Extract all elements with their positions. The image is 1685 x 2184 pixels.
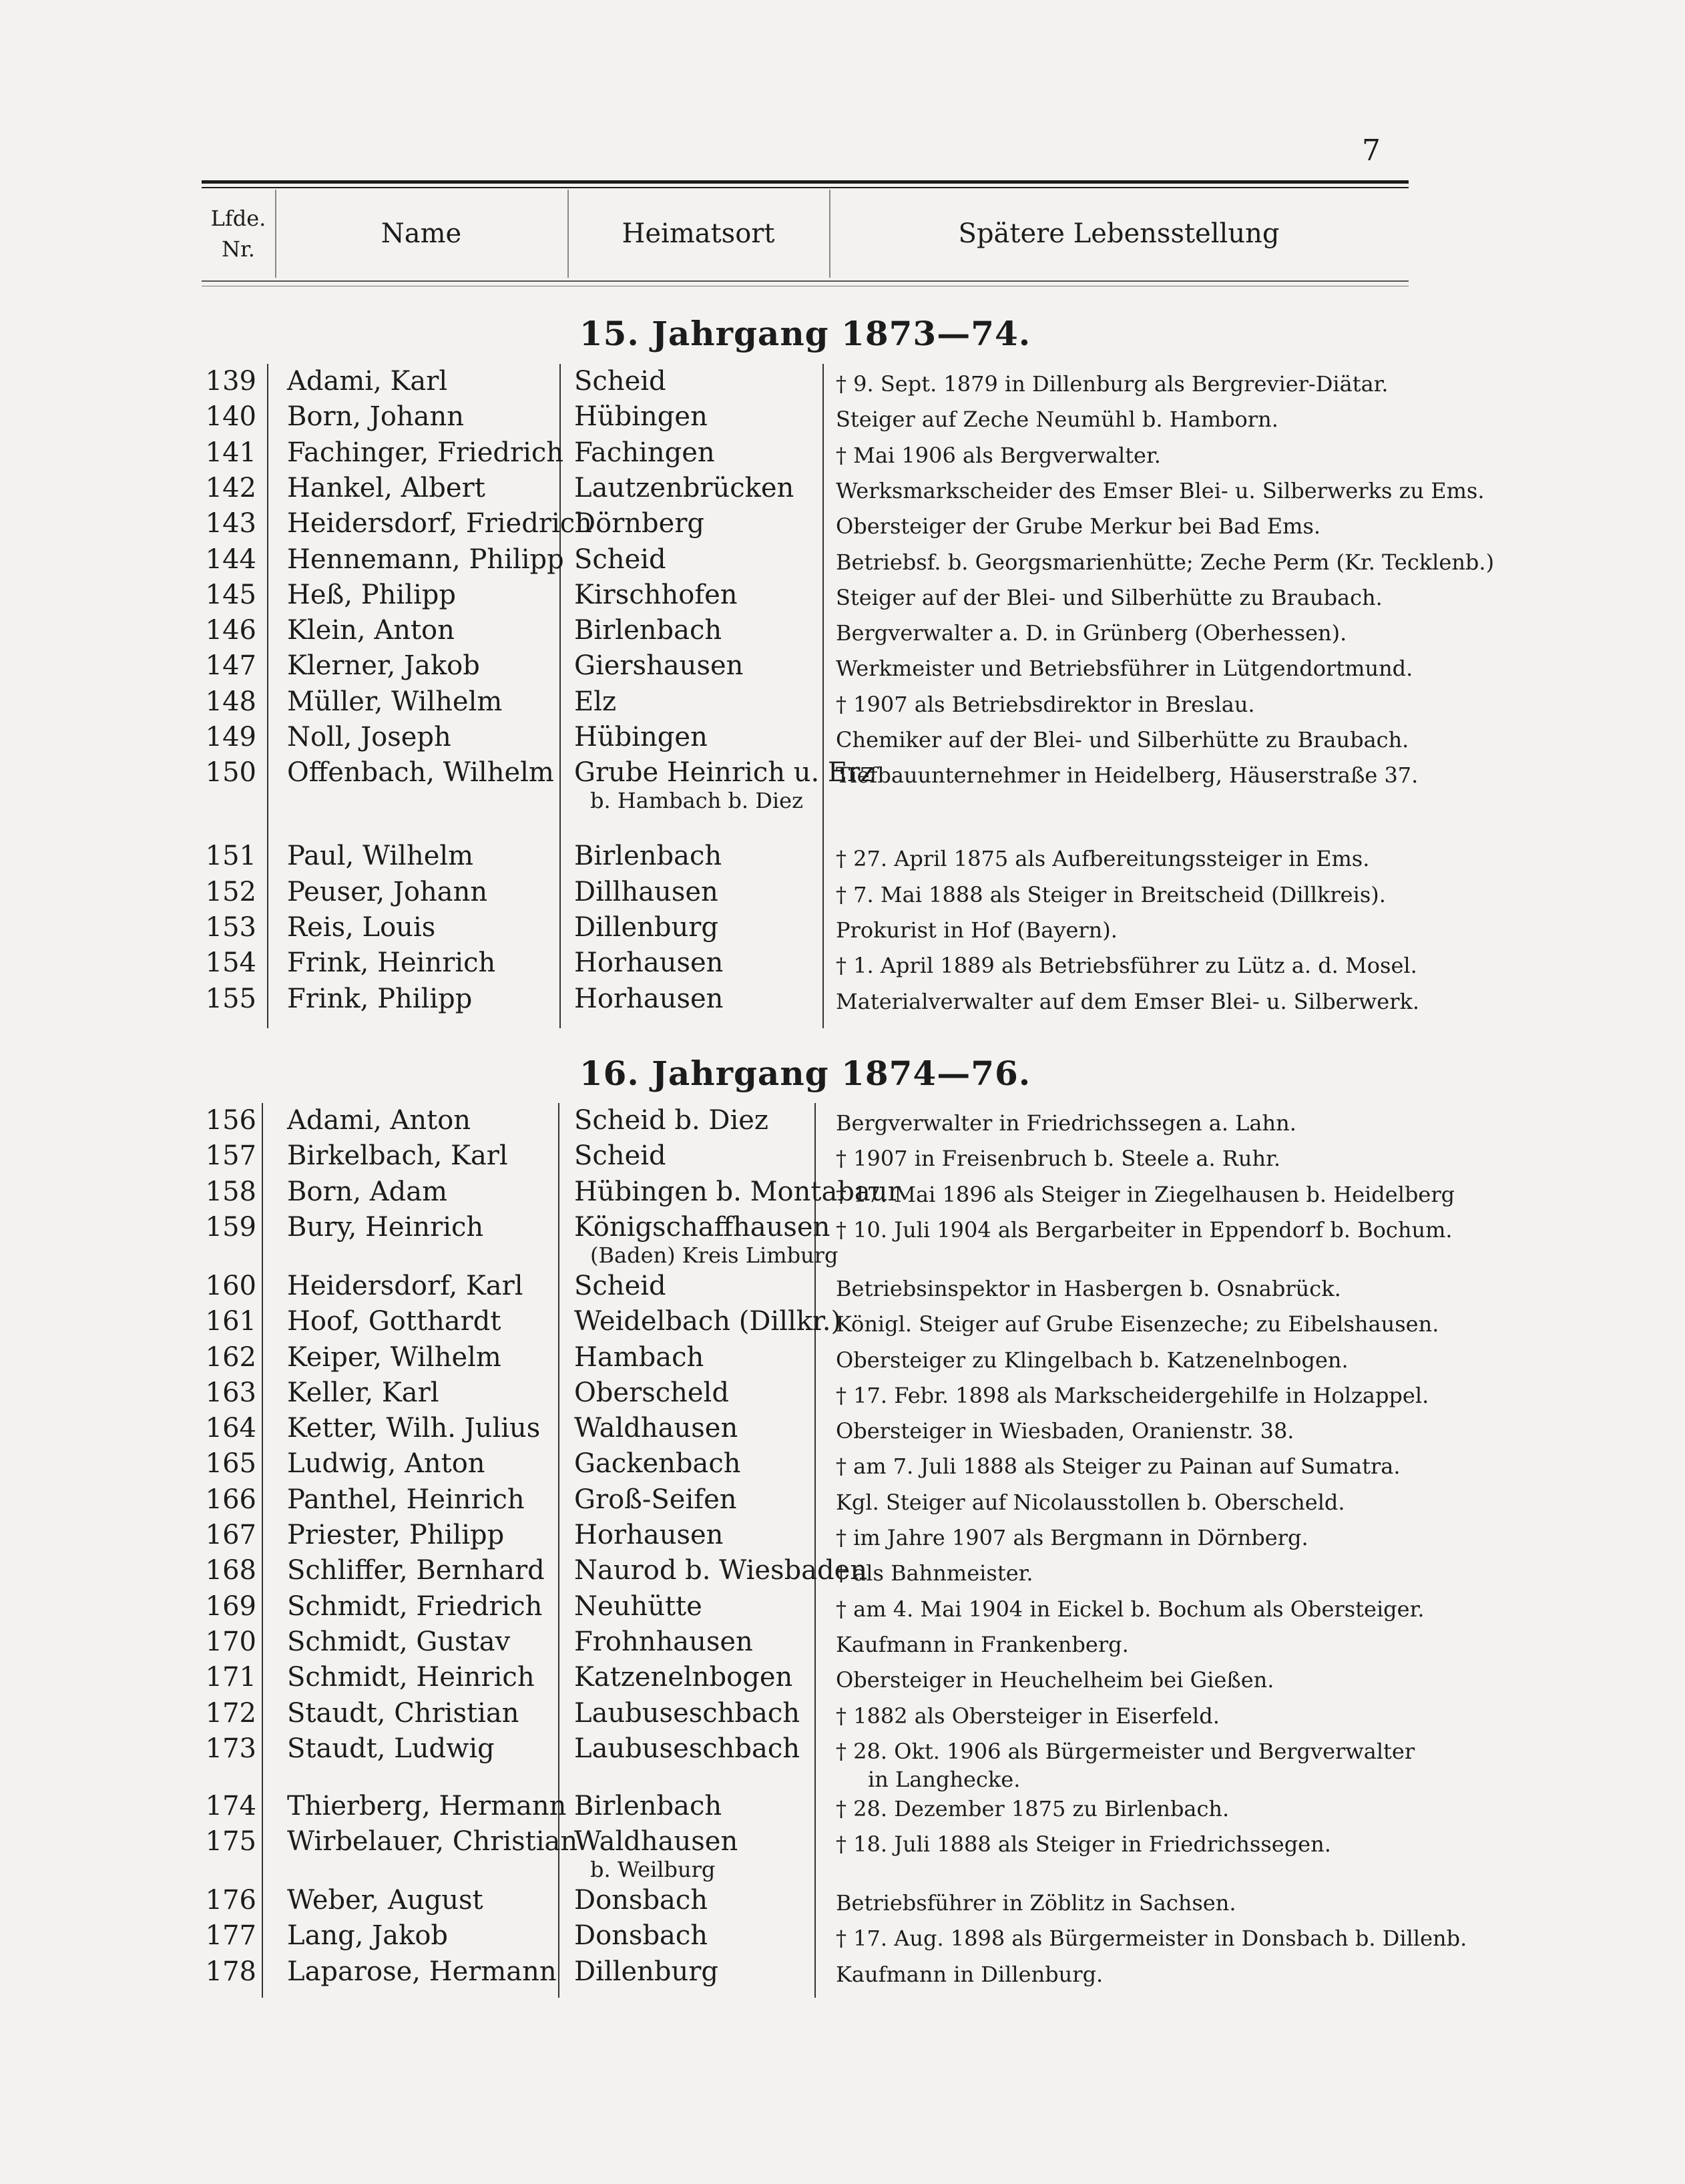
row-heimatsort: [574, 1885, 828, 1916]
row-lebensstellung-main: † 27. April 1875 als Aufbereitungssteiger in Ems.: [836, 846, 1370, 872]
row-lebensstellung: [836, 1737, 1415, 1793]
header-nr-line1: Lfde.: [210, 206, 266, 231]
row-heimatsort: [574, 544, 828, 575]
row-heimatsort: [574, 841, 828, 871]
column-line: [262, 1103, 263, 1998]
row-heimatsort-main: Scheid: [574, 543, 666, 575]
row-heimatsort-main: Donsbach: [574, 1920, 708, 1952]
row-lebensstellung-main: Prokurist in Hof (Bayern).: [836, 917, 1118, 943]
row-name: Frink, Philipp: [287, 983, 473, 1014]
row-number: 168: [205, 1555, 256, 1586]
row-lebensstellung: [836, 1417, 1409, 1445]
row-lebensstellung-main: Betriebsf. b. Georgsmarienhütte; Zeche Perm (Kr. Tecklenb.): [836, 549, 1495, 575]
section-title-16: 16. Jahrgang 1874—76.: [579, 1054, 1031, 1093]
row-lebensstellung: [836, 1381, 1429, 1409]
row-name: Hoof, Gotthardt: [287, 1306, 501, 1337]
row-number: 164: [205, 1413, 256, 1444]
row-number: 157: [205, 1140, 256, 1172]
row-number: 151: [205, 841, 256, 872]
row-heimatsort: [574, 1484, 828, 1515]
row-lebensstellung-main: † 17. Aug. 1898 als Bürgermeister in Donsbach b. Dillenb.: [836, 1926, 1467, 1952]
row-heimatsort-main: Donsbach: [574, 1885, 708, 1916]
row-lebensstellung-main: † 10. Juli 1904 als Bergarbeiter in Eppendorf b. Bochum.: [836, 1217, 1453, 1243]
row-lebensstellung: [836, 1310, 1439, 1338]
row-number: 169: [205, 1590, 256, 1622]
row-heimatsort: [574, 437, 828, 468]
row-heimatsort-sub: b. Hambach b. Diez: [590, 788, 803, 814]
row-heimatsort: [574, 1413, 828, 1444]
row-name: Keiper, Wilhelm: [287, 1341, 501, 1373]
row-name: Klerner, Jakob: [287, 650, 480, 682]
row-name: Hennemann, Philipp: [287, 543, 564, 575]
row-number: 146: [205, 615, 256, 646]
row-lebensstellung-main: † 1907 in Freisenbruch b. Steele a. Ruhr.: [836, 1146, 1281, 1172]
row-heimatsort: [574, 1733, 828, 1764]
row-number: 166: [205, 1484, 256, 1515]
row-lebensstellung-main: † Mai 1906 als Bergverwalter.: [836, 442, 1161, 468]
row-number: 148: [205, 686, 256, 717]
row-heimatsort-main: Frohnhausen: [574, 1626, 753, 1657]
row-number: 163: [205, 1377, 256, 1408]
row-lebensstellung: [836, 1144, 1409, 1172]
row-name: Fachinger, Friedrich: [287, 437, 564, 468]
row-heimatsort-main: Weidelbach (Dillkr.): [574, 1306, 842, 1337]
row-lebensstellung-sub: in Langhecke.: [868, 1766, 1021, 1792]
row-lebensstellung-main: † 1. April 1889 als Betriebsführer zu Lütz a. d. Mosel.: [836, 953, 1417, 979]
row-name: Reis, Louis: [287, 911, 436, 943]
row-heimatsort-main: Gackenbach: [574, 1448, 741, 1480]
row-heimatsort: [574, 366, 828, 397]
row-name: Noll, Joseph: [287, 722, 451, 752]
row-heimatsort-main: Birlenbach: [574, 841, 722, 872]
row-number: 160: [205, 1270, 256, 1301]
row-heimatsort-main: Kirschhofen: [574, 579, 738, 610]
row-heimatsort: [574, 1176, 901, 1207]
row-name: Keller, Karl: [287, 1377, 439, 1408]
row-lebensstellung-main: † 17. Mai 1896 als Steiger in Ziegelhausen b. Heidelberg: [836, 1181, 1455, 1207]
row-name: Adami, Karl: [287, 366, 448, 397]
row-heimatsort: [574, 1448, 828, 1479]
row-lebensstellung-main: Betriebsinspektor in Hasbergen b. Osnabrück.: [836, 1275, 1341, 1301]
row-heimatsort-main: Scheid: [574, 1140, 666, 1172]
row-heimatsort-main: Horhausen: [574, 1520, 724, 1550]
row-name: Wirbelauer, Christian: [287, 1826, 578, 1858]
row-number: 171: [205, 1662, 256, 1693]
row-heimatsort-sub: b. Weilburg: [590, 1857, 716, 1883]
row-lebensstellung: [836, 1960, 1409, 1988]
row-lebensstellung: [836, 1488, 1409, 1516]
row-lebensstellung-main: Bergverwalter a. D. in Grünberg (Oberhessen).: [836, 620, 1347, 646]
row-heimatsort: [574, 615, 828, 646]
row-heimatsort: [574, 1662, 828, 1693]
row-lebensstellung-main: † am 4. Mai 1904 in Eickel b. Bochum als Obersteiger.: [836, 1596, 1425, 1622]
row-lebensstellung-main: Steiger auf der Blei- und Silberhütte zu Braubach.: [836, 584, 1383, 610]
row-number: 165: [205, 1448, 256, 1480]
row-lebensstellung-main: Steiger auf Zeche Neumühl b. Hamborn.: [836, 407, 1278, 433]
row-heimatsort-main: Hübingen b. Montabaur: [574, 1176, 901, 1207]
row-heimatsort-sub: (Baden) Kreis Limburg: [590, 1242, 838, 1268]
row-heimatsort-main: Oberscheld: [574, 1377, 729, 1408]
row-heimatsort-main: Lautzenbrücken: [574, 472, 794, 503]
row-lebensstellung-main: † 7. Mai 1888 als Steiger in Breitscheid (Dillkreis).: [836, 881, 1386, 907]
row-name: Staudt, Ludwig: [287, 1733, 495, 1764]
row-lebensstellung: [836, 1830, 1409, 1858]
row-heimatsort-main: Dörnberg: [574, 508, 705, 539]
row-heimatsort: [574, 1520, 828, 1550]
row-lebensstellung-main: † 1907 als Betriebsdirektor in Breslau.: [836, 691, 1255, 717]
row-lebensstellung-main: † als Bahnmeister.: [836, 1560, 1033, 1586]
row-lebensstellung: [836, 726, 1409, 754]
row-number: 141: [205, 437, 256, 468]
row-heimatsort-main: Waldhausen: [574, 1826, 738, 1858]
row-heimatsort: [574, 1306, 842, 1337]
row-heimatsort: [574, 1140, 828, 1171]
row-lebensstellung-main: Kaufmann in Frankenberg.: [836, 1631, 1129, 1657]
row-lebensstellung-main: † 28. Dezember 1875 zu Birlenbach.: [836, 1795, 1230, 1821]
row-lebensstellung: [836, 441, 1409, 469]
row-lebensstellung: [836, 1702, 1409, 1730]
row-lebensstellung-main: Kgl. Steiger auf Nicolausstollen b. Oberscheld.: [836, 1489, 1345, 1515]
row-lebensstellung: [836, 1216, 1453, 1244]
row-lebensstellung: [836, 1346, 1409, 1374]
row-heimatsort-main: Horhausen: [574, 947, 724, 979]
row-heimatsort: [574, 1211, 838, 1268]
row-lebensstellung: [836, 548, 1495, 576]
row-lebensstellung: [836, 512, 1409, 540]
row-lebensstellung-main: Obersteiger in Wiesbaden, Oranienstr. 38.: [836, 1418, 1294, 1444]
row-name: Bury, Heinrich: [287, 1211, 484, 1243]
row-heimatsort: [574, 1698, 828, 1729]
row-lebensstellung: [836, 619, 1409, 647]
row-number: 173: [205, 1733, 256, 1764]
row-heimatsort: [574, 650, 828, 681]
row-lebensstellung: [836, 761, 1419, 789]
row-name: Müller, Wilhelm: [287, 686, 503, 717]
row-heimatsort: [574, 1920, 828, 1951]
row-heimatsort: [574, 508, 828, 539]
row-lebensstellung: [836, 405, 1409, 433]
row-lebensstellung-main: Werksmarkscheider des Emser Blei- u. Silberwerks zu Ems.: [836, 477, 1485, 503]
row-number: 162: [205, 1341, 256, 1373]
row-number: 153: [205, 911, 256, 943]
row-lebensstellung: [836, 1559, 1409, 1587]
header-nr: [202, 190, 275, 278]
row-name: Born, Johann: [287, 401, 465, 433]
row-name: Birkelbach, Karl: [287, 1140, 508, 1172]
row-lebensstellung-main: Bergverwalter in Friedrichssegen a. Lahn.: [836, 1110, 1296, 1136]
row-lebensstellung: [836, 584, 1409, 612]
row-number: 155: [205, 983, 256, 1014]
row-name: Offenbach, Wilhelm: [287, 757, 554, 789]
row-heimatsort-main: Scheid: [574, 366, 666, 397]
row-name: Schmidt, Heinrich: [287, 1662, 535, 1693]
row-heimatsort-main: Scheid: [574, 1270, 666, 1301]
row-heimatsort: [574, 473, 828, 503]
row-name: Thierberg, Hermann: [287, 1790, 567, 1821]
row-lebensstellung-main: Tiefbauunternehmer in Heidelberg, Häuserstraße 37.: [836, 762, 1419, 789]
row-number: 142: [205, 472, 256, 503]
row-heimatsort-main: Birlenbach: [574, 1790, 722, 1821]
row-number: 161: [205, 1306, 256, 1337]
row-name: Staudt, Christian: [287, 1697, 519, 1729]
row-lebensstellung: [836, 1630, 1409, 1659]
row-heimatsort-main: Katzenelnbogen: [574, 1662, 793, 1693]
row-number: 170: [205, 1626, 256, 1657]
row-heimatsort-main: Hübingen: [574, 722, 708, 752]
row-heimatsort: [574, 757, 875, 814]
row-name: Heidersdorf, Friedrich: [287, 508, 592, 539]
row-lebensstellung-main: Königl. Steiger auf Grube Eisenzeche; zu Eibelshausen.: [836, 1311, 1439, 1337]
row-name: Priester, Philipp: [287, 1520, 505, 1550]
header-name: Name: [381, 218, 462, 249]
row-heimatsort-main: Hübingen: [574, 401, 708, 433]
row-name: Laparose, Hermann: [287, 1956, 557, 1987]
row-heimatsort: [574, 580, 828, 610]
row-heimatsort-main: Königschaffhausen: [574, 1211, 830, 1243]
row-heimatsort-main: Laubuseschbach: [574, 1733, 800, 1764]
row-lebensstellung: [836, 477, 1485, 505]
row-heimatsort: [574, 1791, 828, 1821]
section-title-15: 15. Jahrgang 1873—74.: [579, 314, 1031, 353]
row-name: Klein, Anton: [287, 615, 455, 646]
row-heimatsort-main: Laubuseschbach: [574, 1697, 800, 1729]
row-heimatsort-main: Horhausen: [574, 983, 724, 1014]
row-lebensstellung: [836, 1666, 1409, 1694]
row-lebensstellung-main: † am 7. Juli 1888 als Steiger zu Painan auf Sumatra.: [836, 1454, 1401, 1480]
row-heimatsort-main: Scheid b. Diez: [574, 1105, 768, 1136]
row-lebensstellung: [836, 845, 1409, 873]
row-lebensstellung: [836, 1275, 1409, 1303]
row-lebensstellung: [836, 1180, 1455, 1209]
row-lebensstellung-main: † 1882 als Obersteiger in Eiserfeld.: [836, 1703, 1220, 1729]
row-lebensstellung-main: † 9. Sept. 1879 in Dillenburg als Bergrevier-Diätar.: [836, 371, 1389, 397]
row-name: Heidersdorf, Karl: [287, 1270, 523, 1301]
row-name: Frink, Heinrich: [287, 947, 496, 979]
row-name: Peuser, Johann: [287, 876, 488, 907]
row-lebensstellung: [836, 1452, 1409, 1480]
row-lebensstellung-main: Chemiker auf der Blei- und Silberhütte zu Braubach.: [836, 727, 1409, 752]
row-lebensstellung: [836, 1889, 1409, 1917]
row-name: Lang, Jakob: [287, 1920, 449, 1952]
row-lebensstellung-main: † im Jahre 1907 als Bergmann in Dörnberg.: [836, 1525, 1308, 1550]
row-number: 143: [205, 508, 256, 539]
row-lebensstellung-main: Kaufmann in Dillenburg.: [836, 1961, 1104, 1987]
row-lebensstellung: [836, 370, 1409, 398]
row-number: 174: [205, 1790, 256, 1821]
row-lebensstellung: [836, 951, 1417, 979]
row-heimatsort: [574, 1626, 828, 1657]
header-heimatsort: Heimatsort: [622, 218, 775, 249]
row-lebensstellung-main: † 18. Juli 1888 als Steiger in Friedrichssegen.: [836, 1831, 1331, 1858]
top-rule-thin: [202, 187, 1409, 188]
row-number: 145: [205, 579, 256, 610]
row-number: 158: [205, 1176, 256, 1207]
row-heimatsort-main: Fachingen: [574, 437, 715, 468]
row-lebensstellung-main: Obersteiger in Heuchelheim bei Gießen.: [836, 1667, 1274, 1693]
row-number: 144: [205, 543, 256, 575]
row-number: 140: [205, 401, 256, 433]
row-heimatsort-main: Groß-Seifen: [574, 1484, 737, 1515]
row-lebensstellung-main: † 28. Okt. 1906 als Bürgermeister und Bergverwalter: [836, 1738, 1415, 1764]
row-number: 149: [205, 722, 256, 752]
row-lebensstellung: [836, 916, 1409, 944]
row-name: Schmidt, Friedrich: [287, 1590, 543, 1622]
row-name: Born, Adam: [287, 1176, 448, 1207]
row-name: Ketter, Wilh. Julius: [287, 1413, 541, 1444]
row-heimatsort-main: Dillhausen: [574, 876, 718, 907]
row-heimatsort: [574, 912, 828, 943]
row-name: Weber, August: [287, 1885, 483, 1916]
row-lebensstellung: [836, 1109, 1409, 1137]
row-lebensstellung-main: † 17. Febr. 1898 als Markscheidergehilfe in Holzappel.: [836, 1382, 1429, 1408]
row-name: Paul, Wilhelm: [287, 841, 474, 872]
row-heimatsort: [574, 1105, 828, 1136]
row-heimatsort-main: Naurod b. Wiesbaden: [574, 1555, 868, 1586]
row-heimatsort-main: Neuhütte: [574, 1590, 702, 1622]
row-number: 175: [205, 1826, 256, 1858]
row-number: 139: [205, 366, 256, 397]
row-lebensstellung: [836, 690, 1409, 718]
row-heimatsort-main: Dillenburg: [574, 1956, 718, 1987]
row-heimatsort: [574, 686, 828, 717]
row-heimatsort: [574, 722, 828, 752]
row-lebensstellung: [836, 1924, 1467, 1952]
row-heimatsort: [574, 947, 828, 978]
row-heimatsort: [574, 1555, 868, 1586]
row-name: Hankel, Albert: [287, 472, 485, 503]
row-heimatsort: [574, 1377, 828, 1408]
row-heimatsort: [574, 1826, 828, 1882]
row-number: 159: [205, 1211, 256, 1243]
row-number: 156: [205, 1105, 256, 1136]
column-line: [267, 364, 268, 1028]
header-lebensstellung: Spätere Lebensstellung: [958, 218, 1280, 249]
row-name: Heß, Philipp: [287, 579, 456, 610]
row-heimatsort: [574, 984, 828, 1014]
page-number: 7: [1362, 134, 1381, 168]
row-lebensstellung: [836, 881, 1409, 909]
row-heimatsort-main: Hambach: [574, 1341, 704, 1373]
row-lebensstellung-main: Materialverwalter auf dem Emser Blei- u. Silberwerk.: [836, 988, 1420, 1014]
row-number: 147: [205, 650, 256, 682]
row-lebensstellung: [836, 1595, 1425, 1623]
table-header: [202, 190, 1409, 278]
row-number: 177: [205, 1920, 256, 1952]
row-name: Schliffer, Bernhard: [287, 1555, 545, 1586]
row-number: 150: [205, 757, 256, 789]
header-nr-line2: Nr.: [222, 236, 255, 262]
row-lebensstellung-main: Obersteiger zu Klingelbach b. Katzenelnbogen.: [836, 1347, 1349, 1373]
row-lebensstellung-main: Werkmeister und Betriebsführer in Lütgendortmund.: [836, 656, 1413, 682]
row-lebensstellung-main: Betriebsführer in Zöblitz in Sachsen.: [836, 1890, 1236, 1916]
row-heimatsort: [574, 877, 828, 907]
row-lebensstellung: [836, 654, 1413, 682]
row-lebensstellung-main: Obersteiger der Grube Merkur bei Bad Ems.: [836, 513, 1321, 539]
row-heimatsort: [574, 1342, 828, 1373]
row-number: 176: [205, 1885, 256, 1916]
row-heimatsort-main: Giershausen: [574, 650, 744, 682]
row-heimatsort: [574, 1591, 828, 1622]
row-heimatsort: [574, 1271, 828, 1301]
row-number: 154: [205, 947, 256, 979]
row-lebensstellung: [836, 988, 1420, 1016]
row-heimatsort-main: Grube Heinrich u. Erz: [574, 757, 875, 789]
row-name: Adami, Anton: [287, 1105, 471, 1136]
row-name: Ludwig, Anton: [287, 1448, 485, 1480]
row-lebensstellung: [836, 1524, 1409, 1552]
top-rule: [202, 180, 1409, 184]
row-number: 167: [205, 1520, 256, 1550]
row-heimatsort: [574, 401, 828, 432]
row-heimatsort-main: Elz: [574, 686, 617, 717]
row-number: 178: [205, 1956, 256, 1987]
header-rule: [202, 280, 1409, 282]
row-number: 152: [205, 876, 256, 907]
row-name: Schmidt, Gustav: [287, 1626, 511, 1657]
row-heimatsort: [574, 1956, 828, 1987]
row-heimatsort-main: Waldhausen: [574, 1413, 738, 1444]
row-heimatsort-main: Dillenburg: [574, 911, 718, 943]
row-heimatsort-main: Birlenbach: [574, 615, 722, 646]
row-name: Panthel, Heinrich: [287, 1484, 525, 1515]
row-number: 172: [205, 1697, 256, 1729]
row-lebensstellung: [836, 1795, 1409, 1823]
